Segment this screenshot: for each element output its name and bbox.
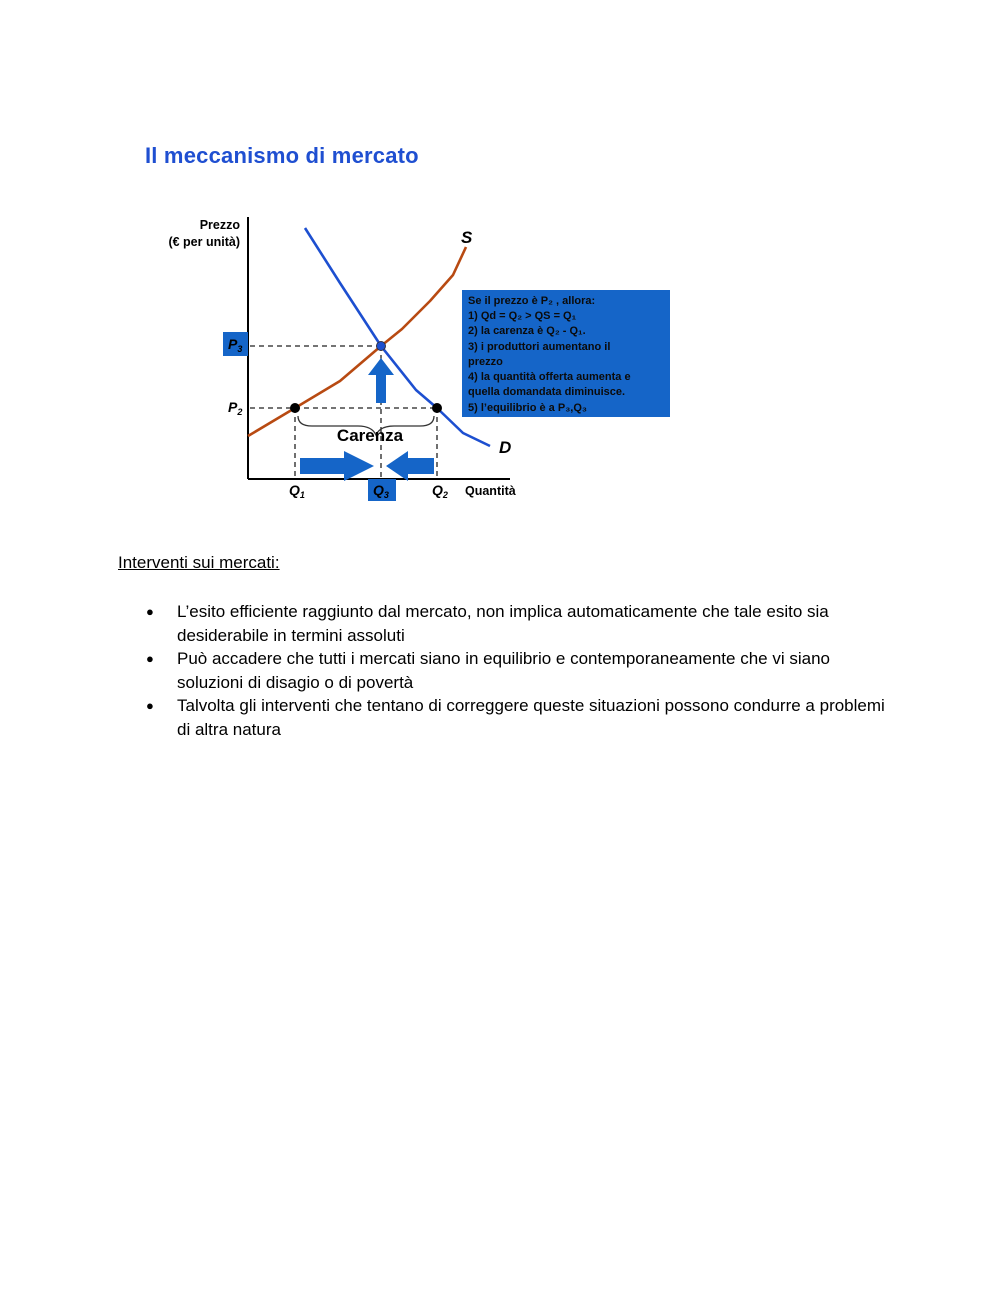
section-heading: Interventi sui mercati: <box>118 553 280 572</box>
info-line: 5) l’equilibrio è a P₃,Q₃ <box>468 402 587 414</box>
shortage-label: Carenza <box>336 426 404 445</box>
supply-label: S <box>461 228 473 247</box>
q2-label: $Q_2$ <box>432 482 448 500</box>
q3-label: $Q_3$ <box>373 482 389 500</box>
info-line: Se il prezzo è P₂ , allora: <box>468 295 596 307</box>
info-line: 3) i produttori aumentano il <box>468 341 611 353</box>
price-up-arrow <box>368 358 394 403</box>
equilibrium-point <box>377 342 386 351</box>
demand-decrease-arrow <box>386 451 434 481</box>
supply-demand-figure <box>140 205 700 515</box>
bullet-list <box>146 600 886 741</box>
demand-label: D <box>499 438 512 457</box>
list-item: ● L’esito efficiente raggiunto dal mercato, non implica automaticamente che tale esito sia desiderabile in termini assoluti <box>146 600 886 647</box>
slide-title: Il meccanismo di mercato <box>145 143 419 168</box>
x-axis-label: Quantità <box>465 484 516 498</box>
info-line: 1) Qd = Q₂ > QS = Q₁ <box>468 310 577 322</box>
list-item: ● Talvolta gli interventi che tentano di correggere queste situazioni possono condurre a problemi di altra natura <box>146 694 886 741</box>
info-line: quella domandata diminuisce. <box>468 386 626 398</box>
y-axis-label-line1: Prezzo <box>199 218 240 232</box>
point-q2-p2 <box>432 403 442 413</box>
info-line: prezzo <box>468 356 503 368</box>
point-q1-p2 <box>290 403 300 413</box>
info-line: 2) la carenza è Q₂ - Q₁. <box>468 325 586 337</box>
y-axis-label-line2: (€ per unità) <box>168 235 240 249</box>
p2-label: $P_2$ <box>228 399 243 417</box>
p3-label: $P_3$ <box>228 336 243 354</box>
info-line: 4) la quantità offerta aumenta e <box>468 371 631 383</box>
supply-increase-arrow <box>300 451 374 481</box>
q1-label: $Q_1$ <box>289 482 305 500</box>
list-item: ● Può accadere che tutti i mercati siano in equilibrio e contemporaneamente che vi siano soluzioni di disagio o di povertà <box>146 647 886 694</box>
